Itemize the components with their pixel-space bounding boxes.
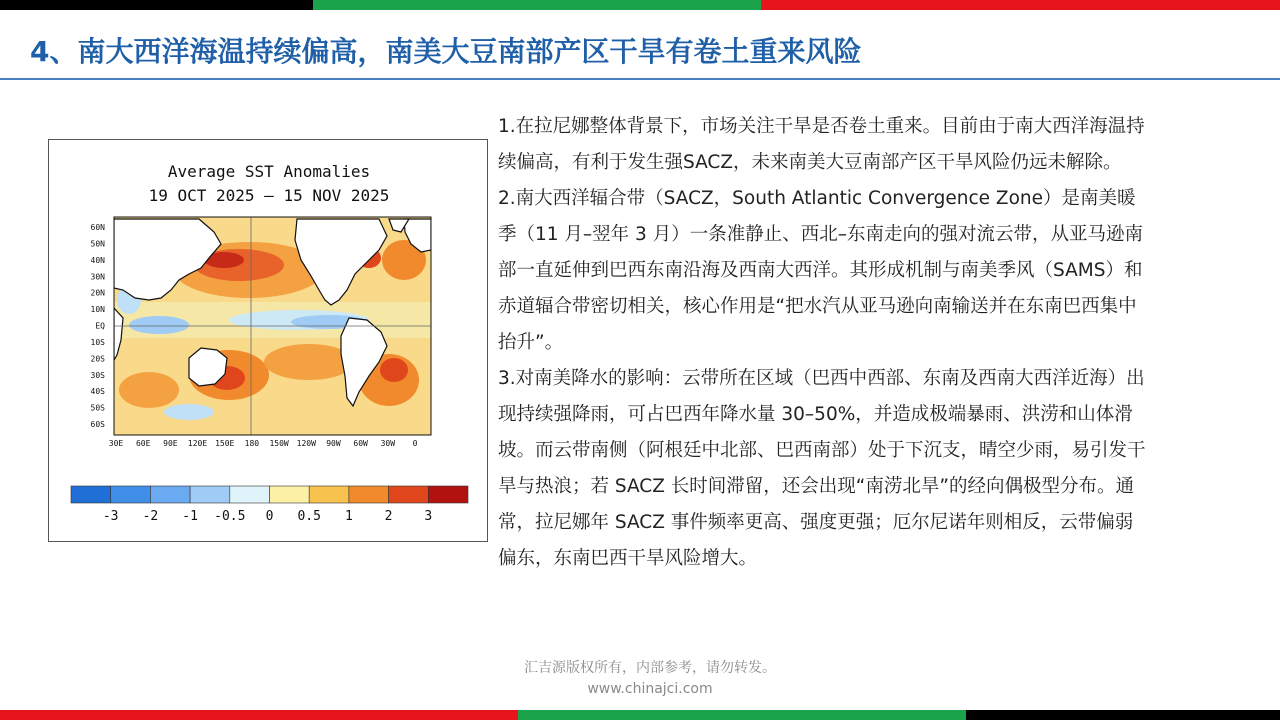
text-body: [498, 109, 1148, 577]
footer-website: www.chinajci.com: [587, 681, 713, 697]
top-bar-red-segment: [761, 0, 1280, 10]
bottom-color-bar: [0, 710, 1280, 720]
bottom-bar-black-segment: [966, 710, 1280, 720]
longitude-label: 90E: [163, 439, 178, 448]
map-title-line2: 19 OCT 2025 – 15 NOV 2025: [148, 186, 390, 205]
paragraph-1: 1.在拉尼娜整体背景下，市场关注干旱是否卷土重来。目前由于南大西洋海温持续偏高，有利于发生强SACZ，未来南美大豆南部产区干旱风险仍远未解除。: [498, 116, 1145, 173]
colorbar-tick-label: -1: [182, 509, 198, 524]
latitude-label: 30S: [90, 370, 105, 380]
footer: [440, 658, 860, 700]
top-bar-black-segment: [0, 0, 313, 10]
colorbar-segment: [150, 486, 190, 503]
longitude-label: 150W: [269, 439, 289, 448]
colorbar: [71, 486, 468, 503]
colorbar-tick-label: 0.5: [297, 509, 321, 524]
latitude-label: 40S: [90, 387, 105, 397]
latitude-label: EQ: [95, 321, 105, 331]
longitude-label: 60E: [135, 439, 151, 448]
longitude-label: 0: [412, 439, 418, 448]
colorbar-tick-label: -2: [142, 509, 159, 524]
longitude-label: 120W: [296, 439, 316, 448]
top-color-bar: [0, 0, 1280, 10]
map-title-line1: Average SST Anomalies: [167, 162, 371, 181]
longitude-labels: [109, 439, 418, 448]
sst-anomaly-map: [48, 139, 488, 542]
colorbar-tick-label: -0.5: [214, 509, 246, 524]
latitude-label: 30N: [90, 272, 105, 282]
map-title: [49, 160, 489, 208]
bottom-bar-red-segment: [0, 710, 518, 720]
colorbar-segment: [389, 486, 429, 503]
latitude-label: 20N: [90, 288, 105, 298]
latitude-label: 60S: [90, 420, 105, 429]
colorbar-tick-label: 2: [384, 509, 393, 524]
colorbar-segment: [71, 486, 111, 503]
longitude-label: 60W: [353, 439, 368, 448]
colorbar-tick-label: -3: [102, 509, 119, 524]
longitude-label: 150E: [215, 439, 235, 448]
latitude-label: 10N: [90, 305, 105, 315]
paragraph-2: 2.南大西洋辐合带（SACZ，South Atlantic Convergence Zone）是南美暖季（11 月–翌年 3 月）一条准静止、西北–东南走向的强对流云带，从亚马逊南部一直延伸到巴西东南沿海及西南大西洋。其形成机制与南美季风（SAMS）和赤道辐合带密切相关，核心作用是“把水汽从亚马逊向南输送并在东南巴西集中抬升”。: [498, 188, 1143, 353]
top-bar-green-segment: [313, 0, 761, 10]
colorbar-segment: [309, 486, 349, 503]
colorbar-labels: [103, 509, 432, 524]
colorbar-tick-label: 0: [265, 509, 274, 524]
latitude-label: 50S: [90, 403, 105, 413]
longitude-label: 90W: [326, 439, 341, 448]
latitude-label: 50N: [90, 239, 105, 249]
colorbar-segment: [111, 486, 151, 503]
longitude-label: 30E: [108, 439, 124, 448]
title-divider: [0, 78, 1280, 80]
slide-title: 4、南大西洋海温持续偏高，南美大豆南部产区干旱有卷土重来风险: [30, 35, 862, 68]
colorbar-tick-label: 3: [424, 509, 433, 524]
longitude-label: 120E: [187, 439, 208, 448]
latitude-label: 10S: [90, 337, 105, 347]
colorbar-segment: [428, 486, 468, 503]
paragraph-3: 3.对南美降水的影响：云带所在区域（巴西中西部、东南及西南大西洋近海）出现持续强降雨，可占巴西年降水量 30–50%，并造成极端暴雨、洪涝和山体滑坡。而云带南侧（阿根廷中北部、巴西南部）处于下沉支，晴空少雨，易引发干旱与热浪；若 SACZ 长时间滞留，还会出现“南涝北旱”的经向偶极型分布。通常，拉尼娜年 SACZ 事件频率更高、强度更强；厄尔尼诺年则相反，云带偏弱偏东，东南巴西干旱风险增大。: [498, 368, 1146, 569]
colorbar-segment: [270, 486, 310, 503]
colorbar-segment: [349, 486, 389, 503]
latitude-label: 40N: [90, 255, 105, 265]
bottom-bar-green-segment: [518, 710, 966, 720]
colorbar-segment: [190, 486, 230, 503]
colorbar-segment: [230, 486, 270, 503]
latitude-label: 60N: [90, 223, 105, 232]
latitude-label: 20S: [90, 354, 105, 364]
footer-copyright: 汇吉源版权所有，内部参考，请勿转发。: [524, 660, 776, 676]
colorbar-tick-label: 1: [344, 509, 353, 524]
longitude-label: 180: [244, 439, 260, 448]
longitude-label: 30W: [380, 439, 396, 448]
latitude-labels: [91, 223, 106, 429]
